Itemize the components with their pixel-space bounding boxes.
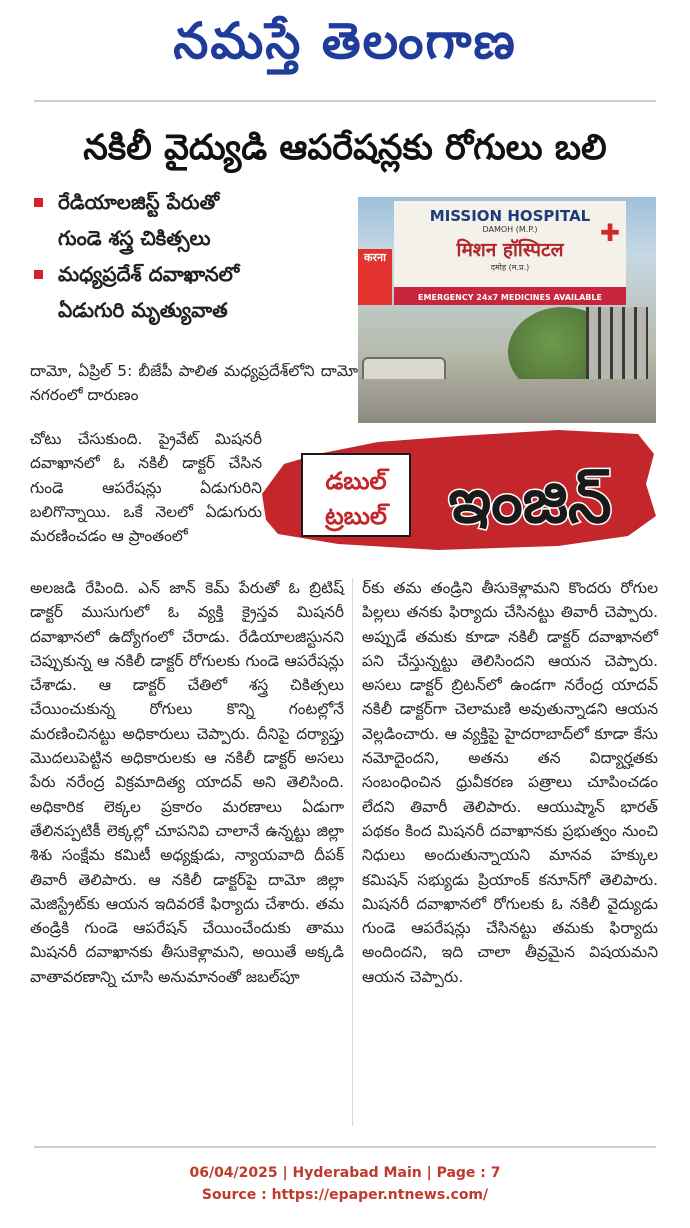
banner-main-text: ఇంజిన్ [448, 464, 612, 537]
footer-divider [34, 1146, 656, 1148]
article-lead: దామో, ఏప్రిల్ 5: బీజేపీ పాలిత మధ్యప్రదేశ్‌లోని దామో నగరంలో దారుణం [30, 362, 358, 405]
subheading-bullets [30, 184, 350, 328]
article-body-left: అలజడి రేపింది. ఎన్ జాన్ కెమ్ పేరుతో ఓ బ్రిటిష్ డాక్టర్ ముసుగులో ఓ వ్యక్తి క్రైస్తవ మిషనరీ దవాఖానలో ఉద్యోగంలో చేరాడు. రేడియాలజిస్టునని చెప్పుకున్న ఆ నకిలీ డాక్టర్ రోగులకు గుండె ఆపరేషన్లు చేశాడు. ఆ డాక్టర్ చేతిలో శస్త్ర చికిత్సలు చేయించుకున్న రోగులు కొన్ని గంటల్లోనే మరణించినట్టు అధికారులు చెప్పారు. దీనిపై దర్యాప్తు మొదలుపెట్టిన అధికారులకు ఆ నకిలీ డాక్టర్ అసలు పేరు నరేంద్ర విక్రమాదిత్య యాదవ్ అని తెలిసింది. అధికారిక లెక్కల ప్రకారం మరణాలు ఏడుగా తేలినప్పటికీ లెక్కల్లో చూపనివి చాలానే ఉన్నట్టు జిల్లా శిశు సంక్షేమ కమిటీ అధ్యక్షుడు, న్యాయవాది దీపక్ తివారీ తెలిపారు. ఆ నకిలీ డాక్టర్‌పై దామో జిల్లా మెజిస్ట్రేట్‌కు ఆయన ఇదివరకే ఫిర్యాదు చేశారు. తమ తండ్రికి గుండె ఆపరేషన్ చేయించేందుకు తాము మిషనరీ దవాఖానకు తీసుకెళ్లామని, అయితే అక్కడి వాతావరణాన్ని చూసి అనుమానంతో జబల్‌పూ [30, 579, 344, 986]
medical-cross-icon: ✚ [599, 219, 620, 247]
article-intro: చోటు చేసుకుంది. ప్రైవేట్ మిషనరీ దవాఖానలో ఓ నకిలీ డాక్టర్ చేసిన గుండె ఆపరేషన్లు ఏడుగురిని బలిగొన్నాయి. ఒకే నెలలో ఏడుగురు మరణించడం ఆ ప్రాంతంలో [30, 430, 262, 546]
banner-left-top-text: డబుల్ [325, 467, 387, 495]
bullet-line-1: రేడియాలజిస్ట్ పేరుతో [30, 184, 350, 220]
bullet-line-3: మధ్యప్రదేశ్ దవాఖానలో [30, 256, 350, 292]
double-trouble-banner [258, 424, 658, 554]
article-headline: నకిలీ వైద్యుడి ఆపరేషన్లకు రోగులు బలి [83, 128, 607, 168]
footer-source-line: Source : https://epaper.ntnews.com/ [201, 1187, 489, 1203]
hospital-signboard [394, 201, 626, 293]
shop-board: करना [358, 249, 392, 305]
masthead-divider [34, 100, 656, 102]
newspaper-masthead: నమస్తే తెలంగాణ [173, 11, 517, 70]
sign-english-name: MISSION HOSPITAL [429, 207, 591, 225]
banner-left-bottom-text: ట్రబుల్ [325, 502, 387, 530]
emergency-strip: EMERGENCY 24x7 MEDICINES AVAILABLE [394, 291, 626, 305]
footer-date-line: 06/04/2025 | Hyderabad Main | Page : 7 [189, 1165, 501, 1181]
bullet-line-4: ఏడుగురి మృత్యువాత [58, 298, 228, 322]
sign-hindi-location: दमोह (म.प्र.) [490, 263, 530, 272]
hospital-photo [358, 197, 656, 423]
bullet-line-2: గుండె శస్త్ర చికిత్సలు [58, 226, 211, 250]
column-divider [352, 578, 353, 1126]
sign-hindi-name: मिशन हॉस्पिटल [456, 239, 564, 261]
article-body-right: ర్‌కు తమ తండ్రిని తీసుకెళ్లామని కొందరు రోగుల పిల్లలు తనకు ఫిర్యాదు చేసినట్టు తివారీ చెప్పారు. అప్పుడే తమకు కూడా నకిలీ డాక్టర్ దవాఖానలో పని చేస్తున్నట్టు తెలిసిందని ఆయన చెప్పారు. అసలు డాక్టర్ బ్రిటన్‌లో ఉండగా నరేంద్ర యాదవ్ నకిలీ డాక్టర్‌గా చెలామణి అవుతున్నాడని ఆయన వెల్లడించారు. ఆ వ్యక్తిపై హైదరాబాద్‌లో కూడా కేసు నమోదైందని, అతను తన విద్యార్హతకు సంబంధించిన ధ్రువీకరణ పత్రాలు చూపించడం లేదని తివారీ తెలిపారు. ఆయుష్మాన్ భారత్ పథకం కింద మిషనరీ దవాఖానకు ప్రభుత్వం నుంచి నిధులు అందుతున్నాయని మానవ హక్కుల కమిషన్ సభ్యుడు ప్రియాంక్ కనూన్‌గో తెలిపారు. మిషనరీ దవాఖానలో రోగులకు ఓ నకిలీ వైద్యుడు గుండె ఆపరేషన్లు చేసినట్టు తమకు ఫిర్యాదు అందిందని, ఇది చాలా తీవ్రమైన విషయమని ఆయన చెప్పారు. [362, 579, 658, 986]
sign-english-location: DAMOH (M.P.) [482, 225, 538, 234]
road-shape [358, 379, 656, 423]
